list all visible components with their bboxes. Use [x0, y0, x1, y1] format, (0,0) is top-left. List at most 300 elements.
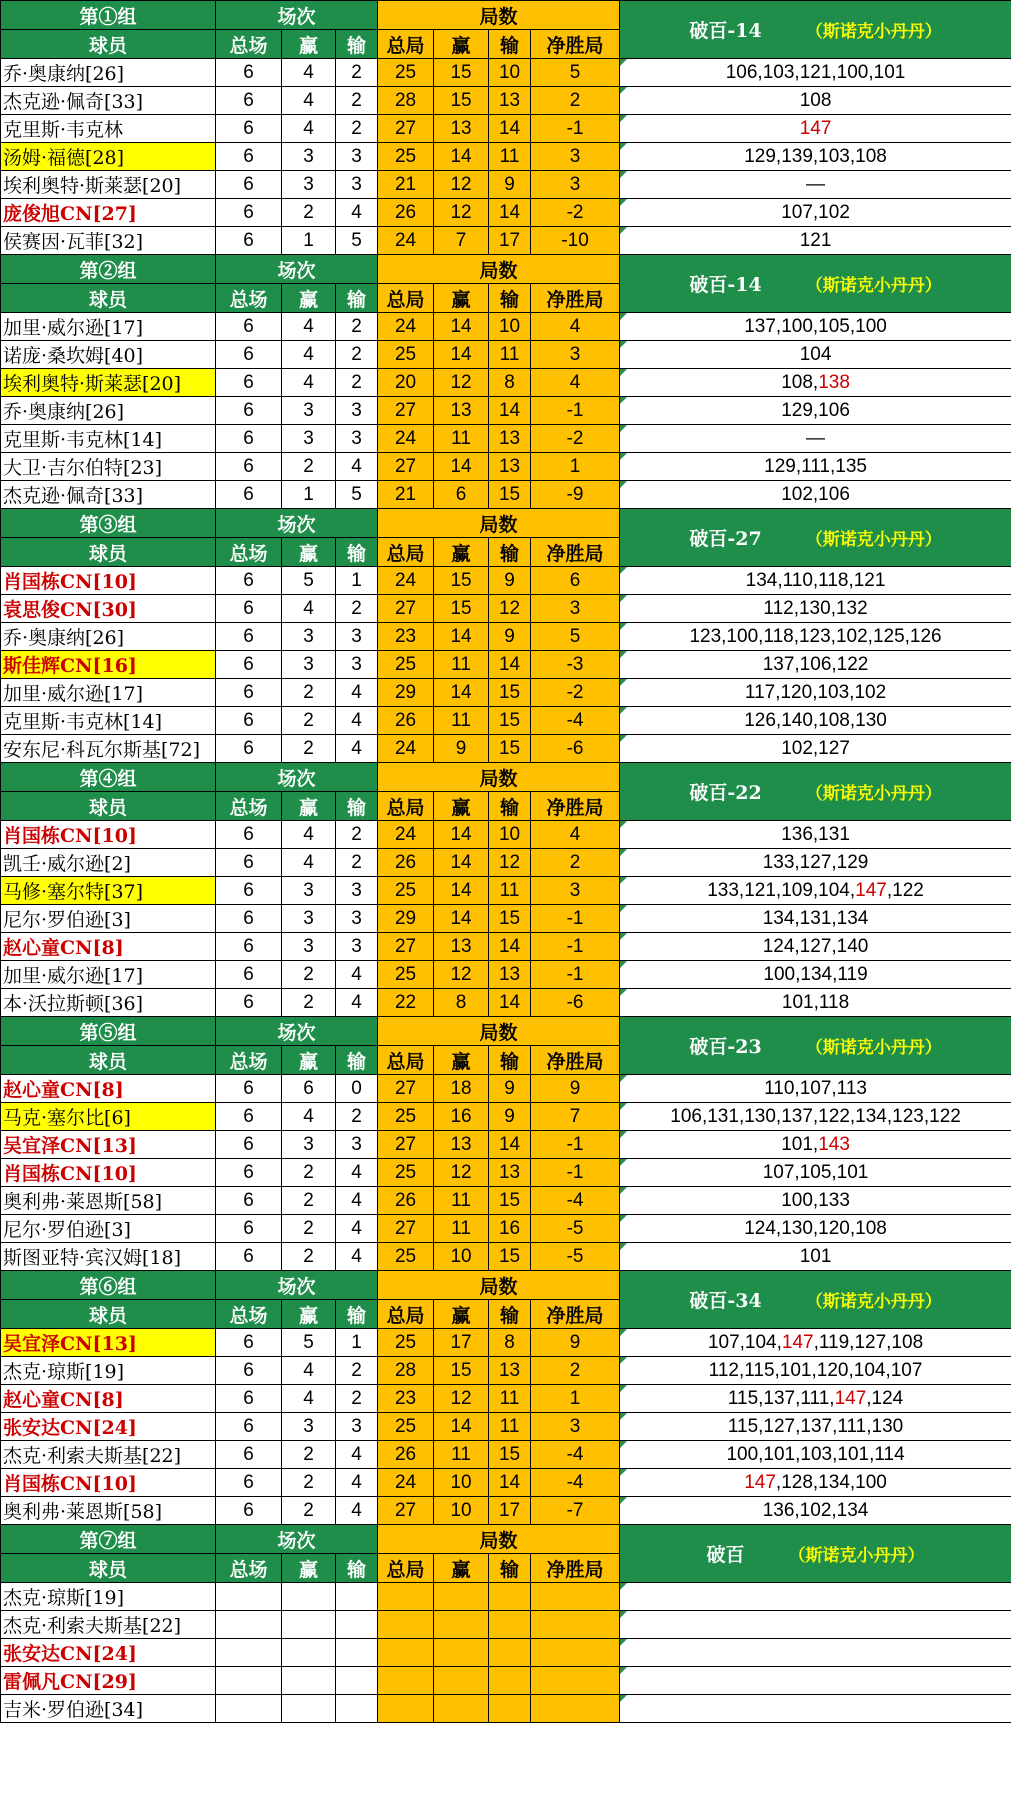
matches-won: 4	[282, 821, 336, 849]
loss-header: 输	[336, 538, 378, 567]
matches-lost: 2	[336, 1385, 378, 1413]
frames-lost	[489, 1695, 531, 1723]
total-matches: 6	[216, 1103, 282, 1131]
frames-lost: 11	[489, 1413, 531, 1441]
net-frames: 9	[531, 1329, 620, 1357]
matches-won: 1	[282, 227, 336, 255]
total-matches: 6	[216, 1131, 282, 1159]
frames-won: 11	[434, 1441, 489, 1469]
net-frames: -4	[531, 707, 620, 735]
player-row	[1, 1695, 1011, 1723]
frames-won: 16	[434, 1103, 489, 1131]
max-break: 143	[818, 1133, 850, 1155]
player-name: 乔·奥康纳[26]	[1, 397, 216, 425]
player-name: 张安达CN[24]	[1, 1639, 216, 1667]
total-frames: 25	[378, 1329, 434, 1357]
frames-lost	[489, 1611, 531, 1639]
break-values: 106,131,130,137,122,134,123,122	[670, 1105, 961, 1127]
player-row	[1, 707, 1011, 735]
player-row	[1, 397, 1011, 425]
player-row	[1, 1385, 1011, 1413]
player-name: 奥利弗·莱恩斯[58]	[1, 1187, 216, 1215]
break-values: 115,127,137,111,130	[727, 1415, 904, 1437]
total-frames: 25	[378, 143, 434, 171]
win-header: 赢	[282, 792, 336, 821]
frames-win-header: 赢	[434, 284, 489, 313]
break-values: 134,131,134	[762, 907, 869, 929]
total-matches: 6	[216, 227, 282, 255]
player-row	[1, 1243, 1011, 1271]
total-frames: 25	[378, 1243, 434, 1271]
frames-won	[434, 1695, 489, 1723]
frames-lost: 15	[489, 735, 531, 763]
player-name: 吴宜泽CN[13]	[1, 1329, 216, 1357]
matches-lost: 4	[336, 199, 378, 227]
frames-lost: 13	[489, 87, 531, 115]
break-values: 112,115,101,120,104,107	[708, 1359, 923, 1381]
games-header: 场次	[216, 509, 378, 538]
player-header: 球员	[1, 1554, 216, 1583]
net-frames: -6	[531, 989, 620, 1017]
total-frames: 27	[378, 397, 434, 425]
net-frames: 4	[531, 313, 620, 341]
player-header: 球员	[1, 284, 216, 313]
frames-lost: 11	[489, 877, 531, 905]
frames-lost: 14	[489, 115, 531, 143]
net-frames: -3	[531, 651, 620, 679]
matches-won: 4	[282, 115, 336, 143]
net-frames: 9	[531, 1075, 620, 1103]
break-values: 107,102	[781, 201, 850, 223]
net-frames: -2	[531, 679, 620, 707]
player-name: 赵心童CN[8]	[1, 1075, 216, 1103]
century-breaks	[620, 877, 1011, 905]
matches-lost: 3	[336, 1131, 378, 1159]
player-row	[1, 59, 1011, 87]
frames-won: 14	[434, 679, 489, 707]
frames-win-header: 赢	[434, 1300, 489, 1329]
total-frames: 27	[378, 1075, 434, 1103]
break-values: 102,127	[781, 737, 850, 759]
century-header	[620, 255, 1011, 313]
break-values: ,128,134,100	[775, 1471, 887, 1493]
frames-lost	[489, 1639, 531, 1667]
player-name: 杰克·利索夫斯基[22]	[1, 1441, 216, 1469]
player-row	[1, 821, 1011, 849]
century-label: 破百-14	[689, 274, 762, 296]
frames-loss-header: 输	[489, 30, 531, 59]
matches-lost: 4	[336, 989, 378, 1017]
net-frames	[531, 1695, 620, 1723]
total-matches: 6	[216, 1357, 282, 1385]
games-header: 场次	[216, 763, 378, 792]
matches-won: 3	[282, 877, 336, 905]
player-row	[1, 567, 1011, 595]
net-frames: -6	[531, 735, 620, 763]
net-frames: -1	[531, 1159, 620, 1187]
matches-lost: 1	[336, 567, 378, 595]
net-frames: 5	[531, 59, 620, 87]
matches-lost: 3	[336, 651, 378, 679]
frames-won: 10	[434, 1243, 489, 1271]
net-frames: -4	[531, 1441, 620, 1469]
frames-lost: 15	[489, 679, 531, 707]
break-values: 121	[799, 229, 832, 251]
frames-won: 6	[434, 481, 489, 509]
frames-won: 11	[434, 707, 489, 735]
matches-lost: 2	[336, 369, 378, 397]
break-values: 104	[799, 343, 832, 365]
player-row	[1, 1469, 1011, 1497]
matches-won: 3	[282, 933, 336, 961]
frames-won: 14	[434, 623, 489, 651]
century-header	[620, 763, 1011, 821]
total-frames: 24	[378, 227, 434, 255]
frames-lost: 15	[489, 1243, 531, 1271]
century-breaks	[620, 87, 1011, 115]
total-frames: 27	[378, 1131, 434, 1159]
frames-won: 15	[434, 59, 489, 87]
total-matches: 6	[216, 567, 282, 595]
break-values: 106,103,121,100,101	[725, 61, 906, 83]
frames-won: 11	[434, 1215, 489, 1243]
player-row	[1, 679, 1011, 707]
frames-lost: 15	[489, 1441, 531, 1469]
break-values: 107,104,	[707, 1331, 782, 1353]
century-breaks	[620, 1639, 1011, 1667]
matches-won: 4	[282, 595, 336, 623]
matches-lost: 5	[336, 227, 378, 255]
frames-win-header: 赢	[434, 30, 489, 59]
matches-lost: 2	[336, 115, 378, 143]
total-matches: 6	[216, 115, 282, 143]
century-breaks	[620, 481, 1011, 509]
player-name: 袁思俊CN[30]	[1, 595, 216, 623]
player-row	[1, 481, 1011, 509]
frames-header: 局数	[378, 255, 620, 284]
total-matches: 6	[216, 1441, 282, 1469]
frames-lost: 14	[489, 397, 531, 425]
matches-lost: 3	[336, 143, 378, 171]
total-matches: 6	[216, 623, 282, 651]
matches-lost: 0	[336, 1075, 378, 1103]
frames-won: 10	[434, 1497, 489, 1525]
player-name: 侯赛因·瓦菲[32]	[1, 227, 216, 255]
break-values: 100,133	[781, 1189, 850, 1211]
matches-lost	[336, 1583, 378, 1611]
matches-won: 3	[282, 623, 336, 651]
favorite-note: （斯诺克小丹丹）	[805, 1038, 942, 1058]
total-matches	[216, 1695, 282, 1723]
matches-won: 2	[282, 989, 336, 1017]
player-name: 杰克逊·佩奇[33]	[1, 481, 216, 509]
total-matches: 6	[216, 877, 282, 905]
total-frames: 25	[378, 1103, 434, 1131]
net-frames: -1	[531, 115, 620, 143]
matches-won: 2	[282, 1441, 336, 1469]
break-values: 112,130,132	[763, 597, 868, 619]
matches-won: 3	[282, 651, 336, 679]
century-breaks	[620, 1215, 1011, 1243]
total-matches: 6	[216, 961, 282, 989]
frames-lost: 9	[489, 1103, 531, 1131]
player-row	[1, 453, 1011, 481]
matches-lost: 2	[336, 59, 378, 87]
player-row	[1, 199, 1011, 227]
frames-lost: 15	[489, 1187, 531, 1215]
total-frames: 25	[378, 1413, 434, 1441]
player-row	[1, 1667, 1011, 1695]
frames-header: 局数	[378, 509, 620, 538]
frames-won: 12	[434, 961, 489, 989]
frames-win-header: 赢	[434, 792, 489, 821]
total-frames: 26	[378, 707, 434, 735]
total-frames: 29	[378, 679, 434, 707]
matches-lost: 4	[336, 1159, 378, 1187]
player-name: 杰克·琼斯[19]	[1, 1583, 216, 1611]
century-breaks	[620, 1413, 1011, 1441]
frames-lost: 13	[489, 453, 531, 481]
total-matches-header: 总场	[216, 30, 282, 59]
frames-lost: 15	[489, 707, 531, 735]
win-header: 赢	[282, 538, 336, 567]
total-matches: 6	[216, 199, 282, 227]
total-matches-header: 总场	[216, 538, 282, 567]
player-name: 肖国栋CN[10]	[1, 821, 216, 849]
player-name: 杰克·琼斯[19]	[1, 1357, 216, 1385]
net-frames: 3	[531, 595, 620, 623]
player-name: 乔·奥康纳[26]	[1, 59, 216, 87]
century-header	[620, 1525, 1011, 1583]
player-row	[1, 341, 1011, 369]
frames-lost: 13	[489, 425, 531, 453]
matches-lost: 3	[336, 623, 378, 651]
century-breaks	[620, 227, 1011, 255]
player-name: 大卫·吉尔伯特[23]	[1, 453, 216, 481]
group-title: 第⑥组	[1, 1271, 216, 1300]
total-frames	[378, 1611, 434, 1639]
frames-won: 12	[434, 1159, 489, 1187]
century-breaks	[620, 143, 1011, 171]
total-matches: 6	[216, 341, 282, 369]
player-name: 本·沃拉斯顿[36]	[1, 989, 216, 1017]
player-row	[1, 87, 1011, 115]
games-header: 场次	[216, 255, 378, 284]
player-name: 吉米·罗伯逊[34]	[1, 1695, 216, 1723]
frames-lost: 17	[489, 227, 531, 255]
century-breaks	[620, 933, 1011, 961]
century-header	[620, 509, 1011, 567]
frames-won: 13	[434, 397, 489, 425]
frames-won: 11	[434, 425, 489, 453]
total-frames: 27	[378, 595, 434, 623]
player-row	[1, 1441, 1011, 1469]
total-frames: 25	[378, 1159, 434, 1187]
frames-lost: 9	[489, 1075, 531, 1103]
century-label: 破百-34	[689, 1290, 762, 1312]
player-header: 球员	[1, 1300, 216, 1329]
win-header: 赢	[282, 1046, 336, 1075]
frames-lost: 15	[489, 481, 531, 509]
games-header: 场次	[216, 1271, 378, 1300]
matches-won: 3	[282, 1413, 336, 1441]
frames-header: 局数	[378, 1271, 620, 1300]
total-frames	[378, 1667, 434, 1695]
total-matches: 6	[216, 143, 282, 171]
frames-won: 15	[434, 567, 489, 595]
break-values: 133,127,129	[762, 851, 869, 873]
player-row	[1, 1215, 1011, 1243]
frames-won: 14	[434, 877, 489, 905]
total-matches: 6	[216, 1497, 282, 1525]
net-frames-header: 净胜局	[531, 1046, 620, 1075]
player-row	[1, 313, 1011, 341]
frames-header: 局数	[378, 1, 620, 30]
player-name: 肖国栋CN[10]	[1, 1159, 216, 1187]
frames-won: 14	[434, 313, 489, 341]
break-values: 137,100,105,100	[744, 315, 887, 337]
matches-lost: 4	[336, 1497, 378, 1525]
total-matches: 6	[216, 1159, 282, 1187]
net-frames: 5	[531, 623, 620, 651]
matches-won: 2	[282, 679, 336, 707]
player-name: 马克·塞尔比[6]	[1, 1103, 216, 1131]
player-row	[1, 735, 1011, 763]
total-frames: 28	[378, 1357, 434, 1385]
total-matches: 6	[216, 481, 282, 509]
total-matches-header: 总场	[216, 1554, 282, 1583]
matches-lost: 4	[336, 735, 378, 763]
player-name: 肖国栋CN[10]	[1, 1469, 216, 1497]
matches-lost: 4	[336, 707, 378, 735]
century-breaks	[620, 961, 1011, 989]
matches-lost	[336, 1611, 378, 1639]
favorite-note: （斯诺克小丹丹）	[805, 1292, 942, 1312]
net-frames: -7	[531, 1497, 620, 1525]
player-header: 球员	[1, 538, 216, 567]
total-frames	[378, 1695, 434, 1723]
break-values: 134,110,118,121	[745, 569, 886, 591]
matches-won: 3	[282, 1131, 336, 1159]
group-header-row	[1, 509, 1011, 538]
net-frames	[531, 1611, 620, 1639]
matches-lost	[336, 1639, 378, 1667]
matches-lost	[336, 1667, 378, 1695]
player-row	[1, 595, 1011, 623]
player-row	[1, 933, 1011, 961]
matches-won: 3	[282, 143, 336, 171]
net-frames: 3	[531, 1413, 620, 1441]
matches-won: 4	[282, 59, 336, 87]
frames-lost: 12	[489, 595, 531, 623]
break-values: ,119,127,108	[813, 1331, 924, 1353]
player-name: 克里斯·韦克林[14]	[1, 425, 216, 453]
group-title: 第④组	[1, 763, 216, 792]
group-title: 第⑦组	[1, 1525, 216, 1554]
matches-won: 2	[282, 961, 336, 989]
net-frames-header: 净胜局	[531, 1554, 620, 1583]
matches-lost: 3	[336, 397, 378, 425]
player-header: 球员	[1, 1046, 216, 1075]
player-name: 加里·威尔逊[17]	[1, 961, 216, 989]
matches-won: 2	[282, 707, 336, 735]
century-label: 破百	[706, 1544, 745, 1566]
total-matches	[216, 1667, 282, 1695]
matches-lost: 4	[336, 679, 378, 707]
frames-lost: 12	[489, 849, 531, 877]
player-name: 马修·塞尔特[37]	[1, 877, 216, 905]
break-values: 101	[799, 1245, 832, 1267]
total-frames-header: 总局	[378, 30, 434, 59]
matches-won: 2	[282, 1469, 336, 1497]
net-frames: 4	[531, 369, 620, 397]
century-breaks	[620, 1695, 1011, 1723]
player-name: 肖国栋CN[10]	[1, 567, 216, 595]
century-header	[620, 1, 1011, 59]
matches-won: 4	[282, 313, 336, 341]
net-frames-header: 净胜局	[531, 792, 620, 821]
break-values: 110,107,113	[764, 1077, 867, 1099]
net-frames: -1	[531, 397, 620, 425]
favorite-note: （斯诺克小丹丹）	[788, 1546, 925, 1566]
matches-lost: 3	[336, 905, 378, 933]
frames-lost: 14	[489, 1469, 531, 1497]
frames-lost: 14	[489, 651, 531, 679]
frames-lost: 8	[489, 369, 531, 397]
matches-won	[282, 1583, 336, 1611]
frames-lost: 14	[489, 199, 531, 227]
player-name: 尼尔·罗伯逊[3]	[1, 905, 216, 933]
century-breaks	[620, 1131, 1011, 1159]
frames-lost: 9	[489, 623, 531, 651]
matches-won: 3	[282, 425, 336, 453]
break-values: 107,105,101	[762, 1161, 869, 1183]
total-matches: 6	[216, 425, 282, 453]
games-header: 场次	[216, 1017, 378, 1046]
loss-header: 输	[336, 30, 378, 59]
total-frames: 21	[378, 481, 434, 509]
century-label: 破百-22	[689, 782, 762, 804]
frames-won: 8	[434, 989, 489, 1017]
century-breaks	[620, 171, 1011, 199]
total-frames: 27	[378, 115, 434, 143]
player-name: 乔·奥康纳[26]	[1, 623, 216, 651]
total-matches: 6	[216, 849, 282, 877]
frames-won: 14	[434, 849, 489, 877]
total-matches-header: 总场	[216, 792, 282, 821]
break-values: —	[806, 173, 826, 195]
total-frames: 23	[378, 1385, 434, 1413]
games-header: 场次	[216, 1, 378, 30]
net-frames: -4	[531, 1187, 620, 1215]
player-row	[1, 1497, 1011, 1525]
matches-won: 3	[282, 397, 336, 425]
favorite-note: （斯诺克小丹丹）	[805, 276, 942, 296]
player-name: 杰克逊·佩奇[33]	[1, 87, 216, 115]
matches-won: 3	[282, 905, 336, 933]
century-breaks	[620, 1441, 1011, 1469]
total-frames: 25	[378, 651, 434, 679]
net-frames: -5	[531, 1243, 620, 1271]
frames-lost: 15	[489, 905, 531, 933]
group-header-row	[1, 1, 1011, 30]
loss-header: 输	[336, 1046, 378, 1075]
total-matches	[216, 1639, 282, 1667]
frames-lost: 10	[489, 59, 531, 87]
frames-win-header: 赢	[434, 1554, 489, 1583]
frames-loss-header: 输	[489, 1300, 531, 1329]
break-values: 129,139,103,108	[744, 145, 887, 167]
